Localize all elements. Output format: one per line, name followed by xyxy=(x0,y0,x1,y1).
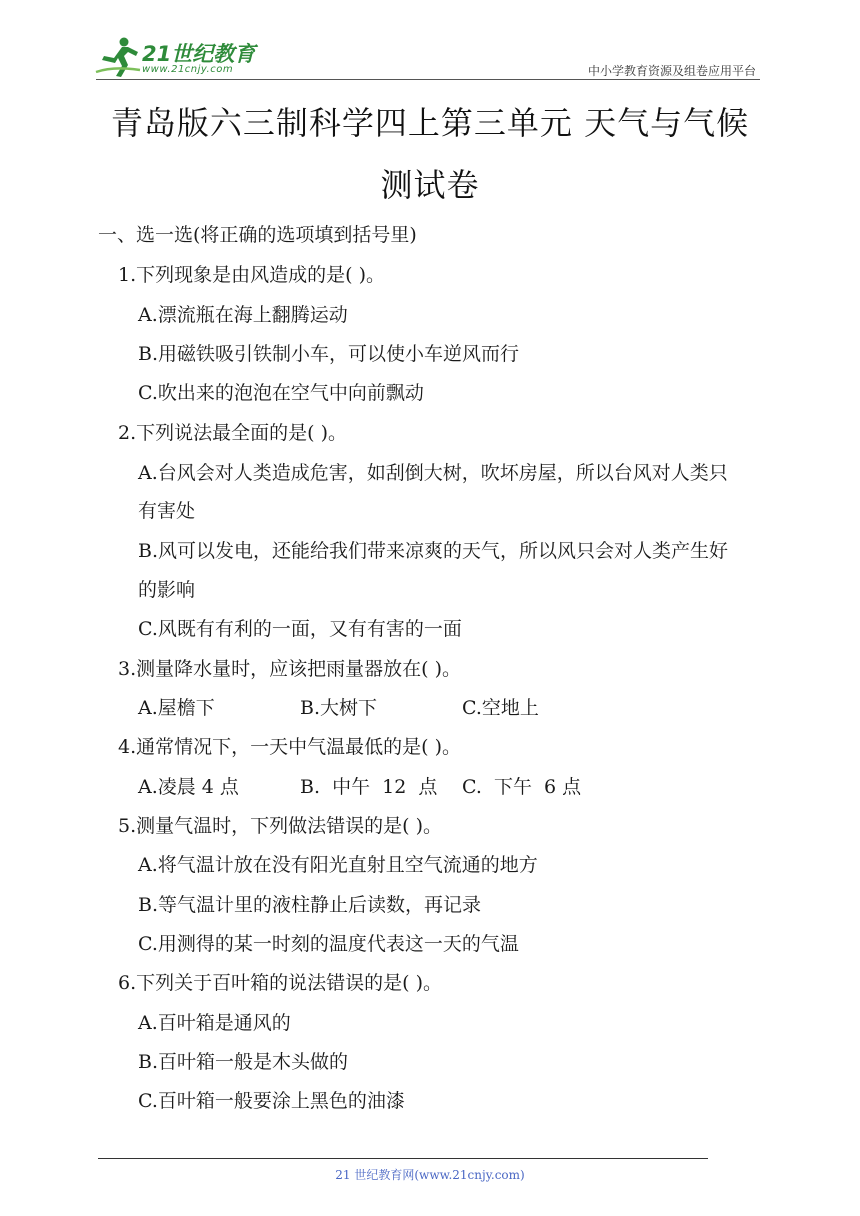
question-6-option-a: A.百叶箱是通风的 xyxy=(138,1012,291,1034)
question-3-option-c: C.空地上 xyxy=(462,697,539,719)
question-4-option-b: B. 中午 12 点 xyxy=(300,776,438,798)
footer-divider xyxy=(98,1158,708,1159)
question-4-option-c: C. 下午 6 点 xyxy=(462,776,582,798)
question-1-stem: 1.下列现象是由风造成的是( )。 xyxy=(118,264,385,286)
question-6-option-b: B.百叶箱一般是木头做的 xyxy=(138,1051,349,1073)
question-3-stem: 3.测量降水量时，应该把雨量器放在( )。 xyxy=(118,658,461,680)
logo-url: www.21cnjy.com xyxy=(142,64,234,75)
question-1-option-b: B.用磁铁吸引铁制小车，可以使小车逆风而行 xyxy=(138,343,520,365)
question-2-stem: 2.下列说法最全面的是( )。 xyxy=(118,422,347,444)
question-3-option-a: A.屋檐下 xyxy=(138,697,215,719)
question-4-option-a: A.凌晨 4 点 xyxy=(138,776,239,798)
question-2-option-b-cont: 的影响 xyxy=(138,579,196,601)
site-logo[interactable] xyxy=(94,36,264,78)
header-divider xyxy=(96,79,760,80)
question-5-option-c: C.用测得的某一时刻的温度代表这一天的气温 xyxy=(138,933,519,955)
question-2-option-b: B.风可以发电，还能给我们带来凉爽的天气，所以风只会对人类产生好 xyxy=(138,540,729,562)
runner-logo-icon xyxy=(94,36,142,78)
logo-text: 21世纪教育 xyxy=(142,42,256,66)
question-5-option-b: B.等气温计里的液柱静止后读数，再记录 xyxy=(138,894,482,916)
question-2-option-a: A.台风会对人类造成危害，如刮倒大树，吹坏房屋，所以台风对人类只 xyxy=(138,462,728,484)
question-6-stem: 6.下列关于百叶箱的说法错误的是( )。 xyxy=(118,972,442,994)
question-4-stem: 4.通常情况下，一天中气温最低的是( )。 xyxy=(118,736,461,758)
question-1-option-c: C.吹出来的泡泡在空气中向前飘动 xyxy=(138,382,424,404)
platform-label: 中小学教育资源及组卷应用平台 xyxy=(587,64,756,78)
question-2-option-a-cont: 有害处 xyxy=(138,500,196,522)
question-6-option-c: C.百叶箱一般要涂上黑色的油漆 xyxy=(138,1090,405,1112)
question-2-option-c: C.风既有有利的一面，又有有害的一面 xyxy=(138,618,462,640)
section-heading: 一、选一选(将正确的选项填到括号里) xyxy=(98,224,417,246)
page-header xyxy=(0,0,860,82)
question-3-option-b: B.大树下 xyxy=(300,697,378,719)
question-5-stem: 5.测量气温时，下列做法错误的是( )。 xyxy=(118,815,442,837)
question-5-option-a: A.将气温计放在没有阳光直射且空气流通的地方 xyxy=(138,854,538,876)
question-1-option-a: A.漂流瓶在海上翻腾运动 xyxy=(138,304,348,326)
footer-link[interactable]: 21 世纪教育网(www.21cnjy.com) xyxy=(335,1168,525,1182)
page-title: 青岛版六三制科学四上第三单元 天气与气候 xyxy=(110,104,750,142)
page-subtitle: 测试卷 xyxy=(380,166,480,204)
